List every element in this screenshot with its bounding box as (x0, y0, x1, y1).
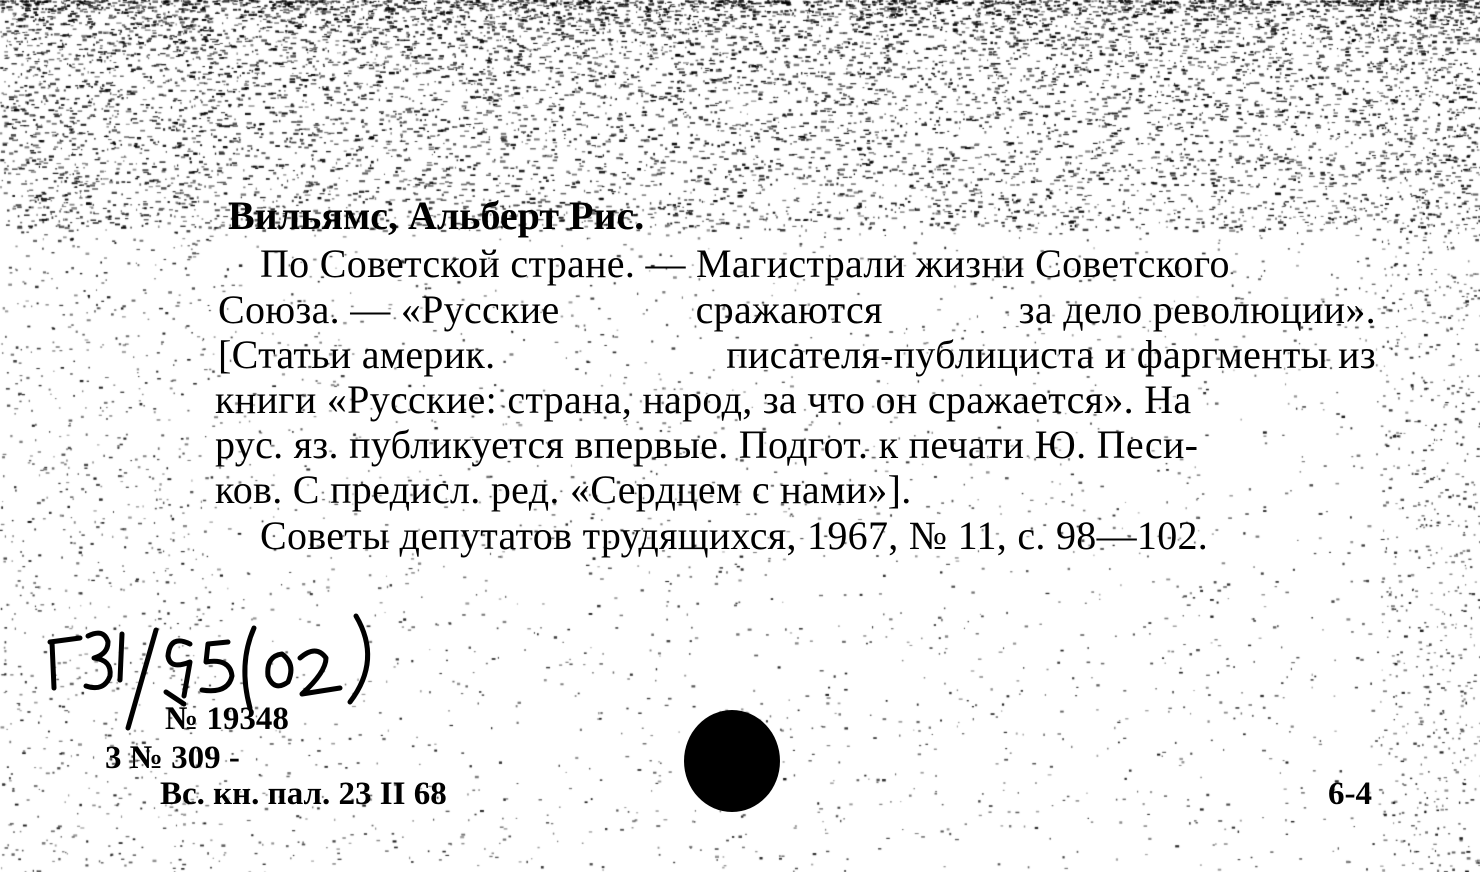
description-line-1: По Советской стране. — Магистрали жизни Советского (260, 241, 1230, 286)
description-line-4: книги «Русские: страна, народ, за что он сражается». На (215, 377, 1192, 422)
card-number: 3 № 309 - (105, 740, 240, 776)
chamber-stamp: Вс. кн. пал. 23 II 68 (160, 776, 447, 812)
description-line-5: рус. яз. публикуется впервые. Подгот. к печати Ю. Песи- (215, 422, 1199, 467)
description-line-6: ков. С предисл. ред. «Сердцем с нами»]. (215, 467, 912, 512)
author-heading: Вильямс, Альберт Рис. (228, 193, 645, 238)
description-line-2: Союза. — «Русские сражаются за дело революции». (218, 287, 1376, 332)
description-line-3: [Статьи америк. писателя-публициста и фаргменты из (218, 332, 1376, 377)
record-number: № 19348 (165, 701, 289, 737)
punch-hole (684, 710, 780, 812)
code-label: 6-4 (1328, 776, 1372, 812)
source-line: Советы депутатов трудящихся, 1967, № 11, с. 98—102. (260, 513, 1209, 558)
